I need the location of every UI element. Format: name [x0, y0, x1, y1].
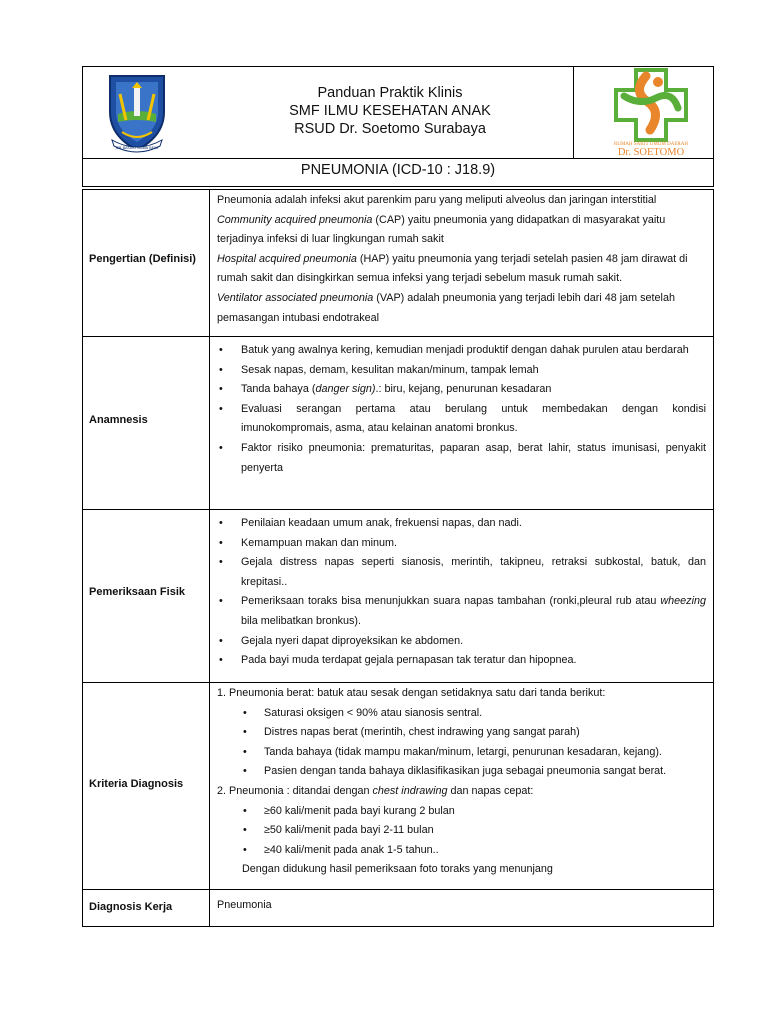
anamnesis-content: [217, 341, 706, 478]
definition-line: Pneumonia adalah infeksi akut parenkim paru yang meliputi alveolus dan jaringan interstitial: [217, 194, 657, 206]
row-label-anamnesis: Anamnesis: [89, 414, 148, 426]
title-line-3: RSUD Dr. Soetomo Surabaya: [294, 121, 486, 137]
list-item: • ≥60 kali/menit pada bayi kurang 2 bulan: [217, 802, 706, 822]
table-column-divider: [209, 189, 210, 927]
row-label-diagnosis-kerja: Diagnosis Kerja: [89, 901, 173, 913]
numbered-item: 2. Pneumonia : ditandai dengan chest indrawing dan napas cepat:: [217, 784, 534, 797]
row-divider: [82, 336, 714, 337]
list-item: • Pada bayi muda terdapat gejala pernapasan tak teratur dan hipopnea.: [217, 651, 706, 671]
kriteria-content: [217, 684, 706, 880]
numbered-item: 1. Pneumonia berat: batuk atau sesak dengan setidaknya satu dari tanda berikut:: [217, 687, 606, 699]
list-item: • Tanda bahaya (danger sign).: biru, kejang, penurunan kesadaran: [217, 380, 706, 400]
logo-caption-name: Dr. SOETOMO: [617, 147, 685, 156]
row-divider: [82, 682, 714, 683]
list-item: • Batuk yang awalnya kering, kemudian menjadi produktif dengan dahak purulen atau berdarah: [217, 341, 706, 361]
row-divider: [82, 889, 714, 890]
definition-line: Community acquired pneumonia (CAP) yaitu pneumonia yang didapatkan di masyarakat yaitu terjadinya infeksi di luar lingkungan rumah sakit: [217, 213, 666, 246]
list-item: • ≥50 kali/menit pada bayi 2-11 bulan: [217, 821, 706, 841]
list-item: • Gejala nyeri dapat diproyeksikan ke abdomen.: [217, 632, 706, 652]
list-item: • Pemeriksaan toraks bisa menunjukkan suara napas tambahan (ronki,pleural rub atau wheezing bila melibatkan bronkus).: [217, 592, 706, 631]
definition-line: Ventilator associated pneumonia (VAP) adalah pneumonia yang terjadi lebih dari 48 jam setelah pemasangan intubasi endotrakeal: [217, 291, 675, 324]
list-item: • Saturasi oksigen < 90% atau sianosis sentral.: [217, 704, 706, 724]
term: Community acquired pneumonia: [217, 213, 373, 226]
title-line-2: SMF ILMU KESEHATAN ANAK: [289, 103, 491, 119]
list-item: • Distres napas berat (merintih, chest indrawing yang sangat parah): [217, 723, 706, 743]
document-title-block: [200, 84, 580, 138]
definition-line: Hospital acquired pneumonia (HAP) yaitu pneumonia yang terjadi setelah pasien 48 jam dirawat di rumah sakit dan disingkirkan semua infeksi yang terjadi sebelum masuk rumah sakit.: [217, 252, 688, 285]
title-line-1: Panduan Praktik Klinis: [317, 85, 463, 101]
term: Hospital acquired pneumonia: [217, 252, 357, 265]
row-label-pengertian: Pengertian (Definisi): [89, 253, 196, 265]
list-item: • Gejala distress napas seperti sianosis, merintih, takipneu, retraksi subkostal, batuk, dan krepitasi..: [217, 553, 706, 592]
topic-title: PNEUMONIA (ICD-10 : J18.9): [300, 162, 496, 178]
list-item: • ≥40 kali/menit pada anak 1-5 tahun..: [217, 841, 706, 861]
supporting-note: Dengan didukung hasil pemeriksaan foto toraks yang menunjang: [242, 863, 553, 876]
east-java-emblem-logo: [104, 72, 170, 154]
list-item: • Tanda bahaya (tidak mampu makan/minum, letargi, penurunan kesadaran, kejang).: [217, 743, 706, 763]
logo-caption-small: RUMAH SAKIT UMUM DAERAH: [614, 142, 688, 147]
pengertian-content: [217, 191, 706, 328]
list-item: • Kemampuan makan dan minum.: [217, 534, 706, 554]
row-label-pemeriksaan-fisik: Pemeriksaan Fisik: [89, 586, 186, 598]
list-item: • Penilaian keadaan umum anak, frekuensi napas, dan nadi.: [217, 514, 706, 534]
pemeriksaan-content: [217, 514, 706, 671]
row-label-kriteria-diagnosis: Kriteria Diagnosis: [89, 778, 184, 790]
rsud-soetomo-logo: [598, 68, 704, 156]
diagnosis-kerja-value: Pneumonia: [217, 899, 272, 911]
list-item: • Evaluasi serangan pertama atau berulang untuk membedakan dengan kondisi imunokompromais, asma, atau kelainan anatomi bronkus.: [217, 400, 706, 439]
emblem-motto: JER BASUKI MAWA BEYA: [115, 146, 159, 150]
list-item: • Pasien dengan tanda bahaya diklasifikasikan juga sebagai pneumonia sangat berat.: [217, 762, 706, 782]
list-item: • Faktor risiko pneumonia: prematuritas, paparan asap, berat lahir, status imunisasi, penyakit penyerta: [217, 439, 706, 478]
term: Ventilator associated pneumonia: [217, 291, 374, 304]
row-divider: [82, 509, 714, 510]
list-item: • Sesak napas, demam, kesulitan makan/minum, tampak lemah: [217, 361, 706, 381]
